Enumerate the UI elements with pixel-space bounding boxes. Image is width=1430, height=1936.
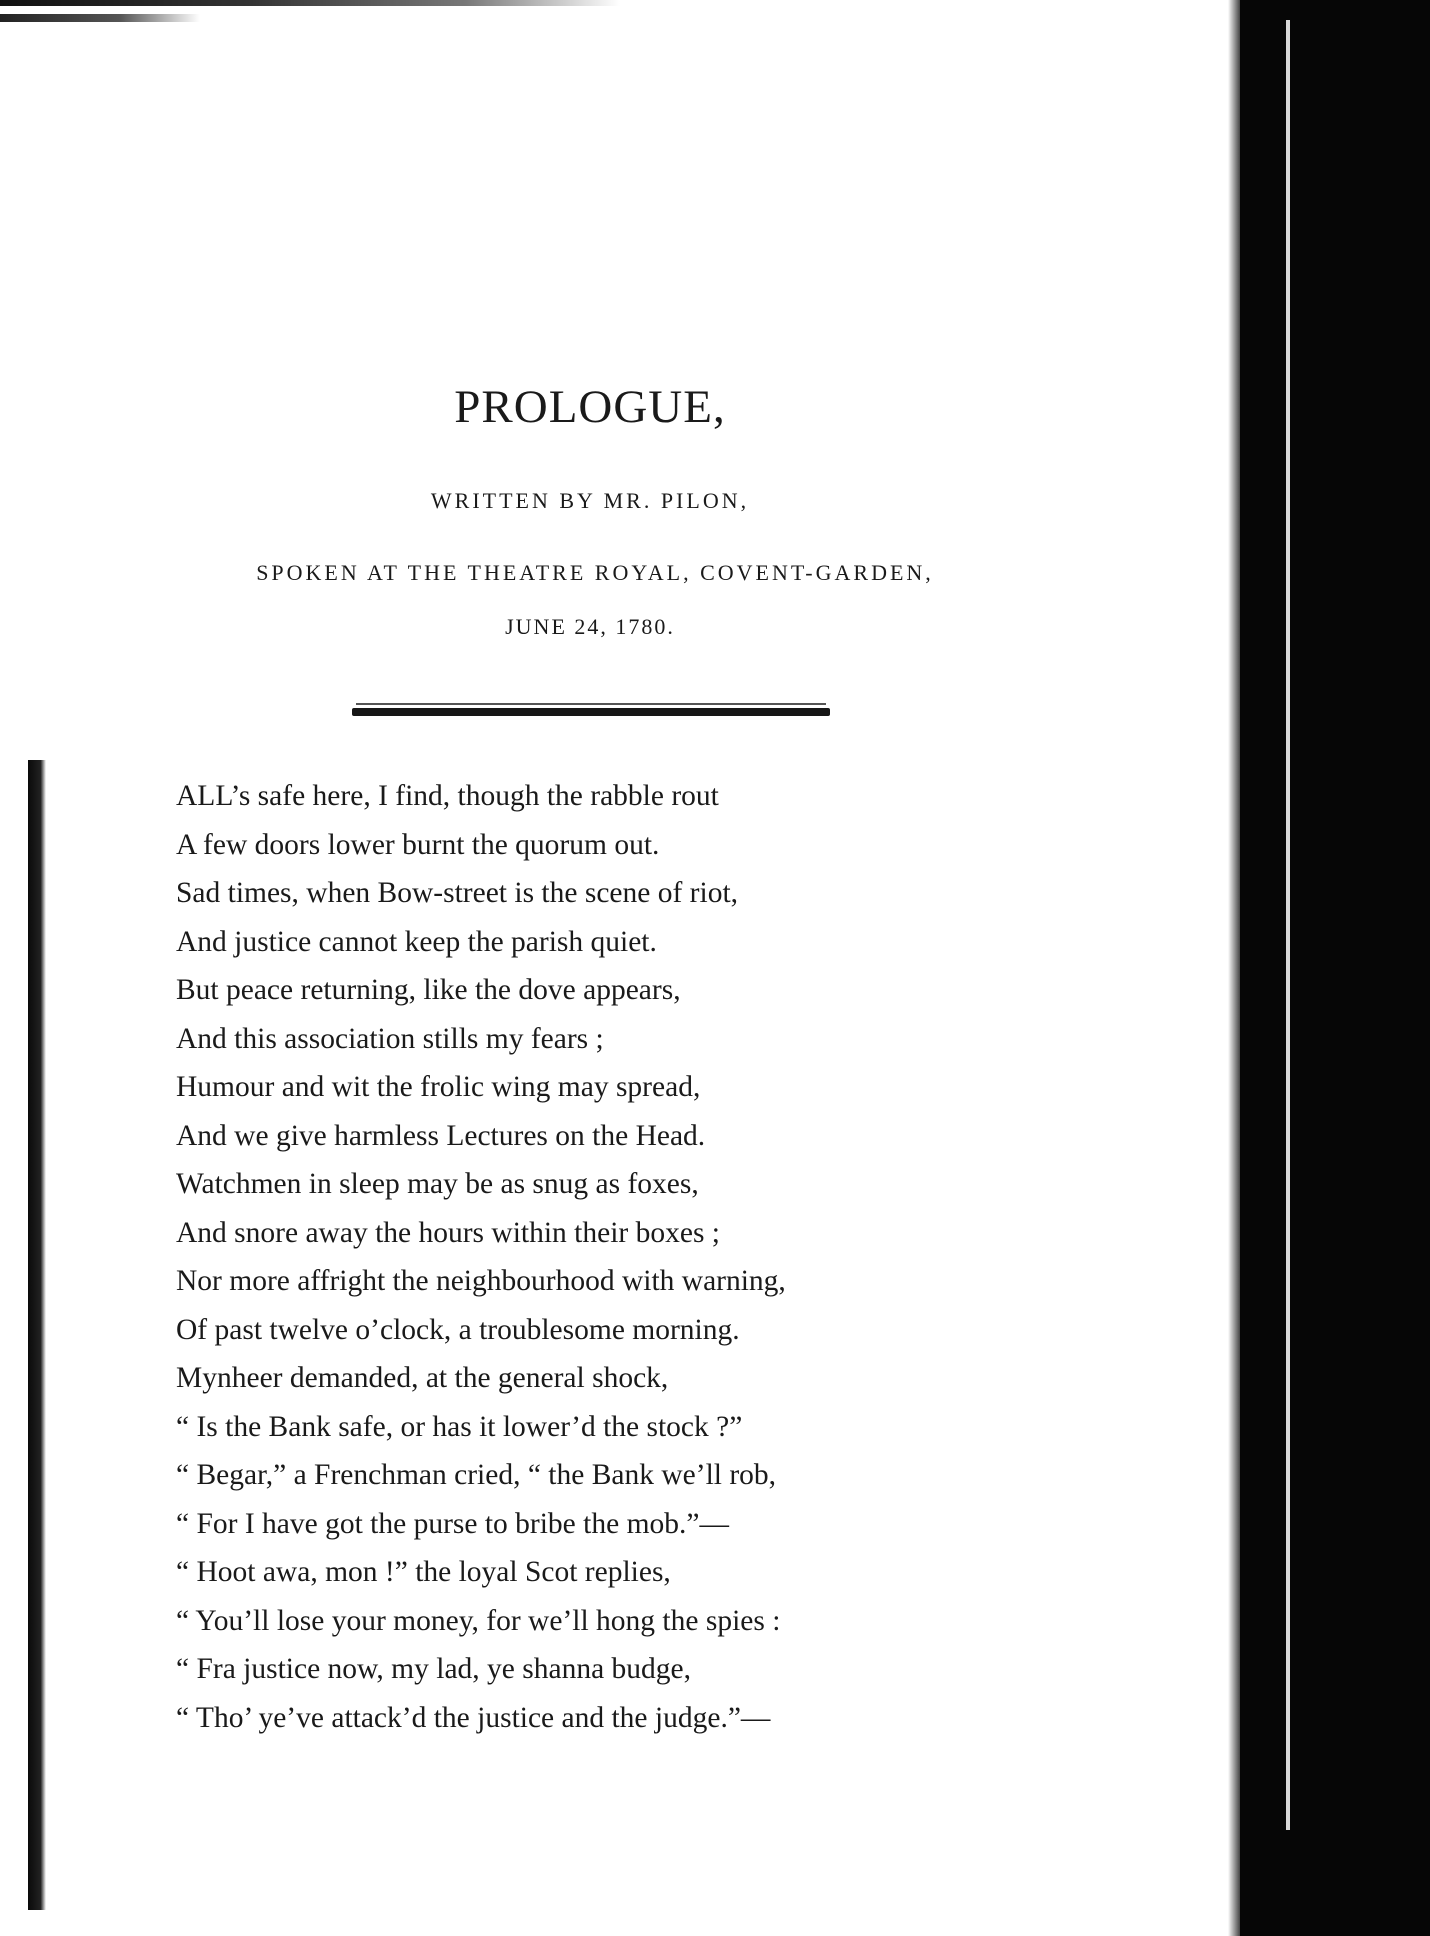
verse-line: “ Fra justice now, my lad, ye shanna budge, [176,1653,692,1685]
scan-left-edge [28,760,46,1910]
verse-line: Mynheer demanded, at the general shock, [176,1362,669,1394]
verse-line: Humour and wit the frolic wing may spread, [176,1071,701,1103]
verse-line: And we give harmless Lectures on the Head. [176,1119,706,1152]
verse-line: And this association stills my fears ; [176,1022,604,1055]
verse-line: And snore away the hours within their boxes ; [176,1216,721,1249]
verse-line: “ Is the Bank safe, or has it lower’d the stock ?” [176,1410,743,1443]
verse-line: Sad times, when Bow-street is the scene of riot, [176,877,739,909]
scan-right-edge-line [1286,20,1290,1830]
verse-line: And justice cannot keep the parish quiet. [176,925,657,958]
divider-rule [352,708,830,716]
verse-line: “ Tho’ ye’ve attack’d the justice and the judge.”— [176,1701,771,1734]
date-line: JUNE 24, 1780. [505,614,675,639]
scan-top-edge [0,0,620,6]
page-title: PROLOGUE, [454,381,726,433]
verse-line: Watchmen in sleep may be as snug as foxes, [176,1168,699,1200]
divider-rule-thin [356,703,826,705]
scan-top-edge-mark [0,14,200,22]
verse-block [176,772,956,1742]
verse-line: “ For I have got the purse to bribe the mob.”— [176,1507,729,1540]
verse-line: But peace returning, like the dove appears, [176,974,681,1006]
verse-line: ALL’s safe here, I find, though the rabble rout [176,780,719,812]
venue-line: SPOKEN AT THE THEATRE ROYAL, COVENT-GARDEN, [256,560,934,585]
verse-line: A few doors lower burnt the quorum out. [176,828,660,861]
verse-line: “ You’ll lose your money, for we’ll hong the spies : [176,1604,781,1637]
verse-line: “ Begar,” a Frenchman cried, “ the Bank we’ll rob, [176,1459,777,1491]
verse-line: Nor more affright the neighbourhood with warning, [176,1265,786,1297]
scan-right-edge [1240,0,1430,1936]
scan-right-shadow [1228,0,1240,1936]
verse-line: “ Hoot awa, mon !” the loyal Scot replies, [176,1556,671,1588]
verse-line: Of past twelve o’clock, a troublesome morning. [176,1313,740,1346]
author-line: WRITTEN BY MR. PILON, [430,488,750,513]
